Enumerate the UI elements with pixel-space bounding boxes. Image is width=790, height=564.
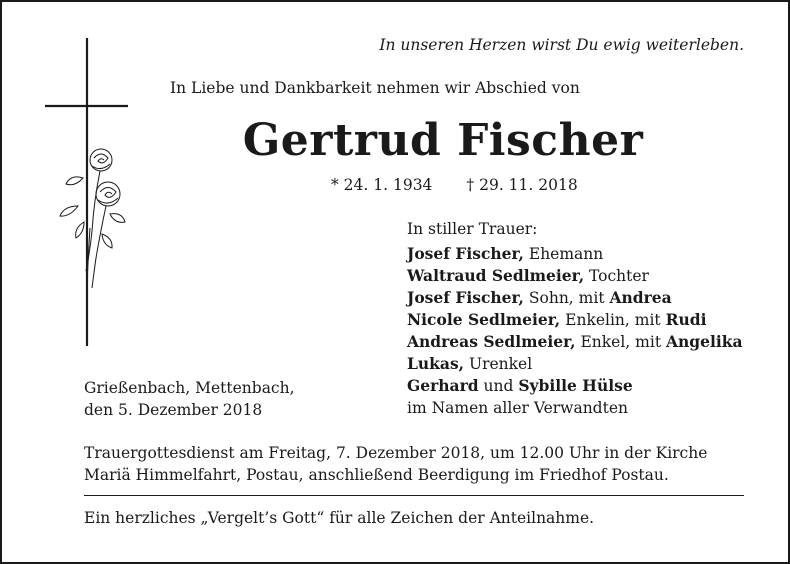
mourner-partner: Sybille Hülse: [518, 376, 633, 395]
mourner-connector: mit: [629, 311, 666, 329]
thanks-line: Ein herzliches „Vergelt’s Gott“ für alle Zeichen der Anteilnahme.: [84, 509, 595, 527]
service-line-1: Trauergottesdienst am Freitag, 7. Dezember 2018, um 12.00 Uhr in der Kirche: [84, 444, 708, 462]
place-line: Grießenbach, Mettenbach,: [84, 379, 295, 397]
mourner-relation: Sohn,: [523, 289, 574, 307]
place-and-date: [84, 377, 295, 421]
divider: [84, 495, 744, 496]
mourner-line: [407, 265, 743, 287]
cross-with-roses-art: [40, 38, 140, 348]
birth-date: * 24. 1. 1934: [331, 176, 433, 194]
mourner-relation: Urenkel: [464, 355, 533, 373]
mourner-relation: Enkelin,: [560, 311, 630, 329]
funeral-service-info: [84, 442, 707, 486]
mourner-partner: Rudi: [665, 310, 707, 329]
mourner-line: [407, 287, 743, 309]
mourner-line: [407, 375, 743, 397]
mourner-line: [407, 397, 743, 419]
mourner-connector: und: [478, 377, 519, 395]
mourner-name: Waltraud Sedlmeier,: [407, 266, 585, 285]
mourner-line: [407, 243, 743, 265]
mourner-connector: mit: [630, 333, 666, 351]
mourner-name: Josef Fischer,: [407, 244, 524, 263]
death-date: † 29. 11. 2018: [466, 176, 578, 194]
mourner-name: Gerhard: [407, 376, 479, 395]
mourner-connector: mit: [573, 289, 610, 307]
mourner-line: [407, 309, 743, 331]
mourner-partner: Andrea: [609, 288, 672, 307]
mourners-heading: In stiller Trauer:: [407, 220, 538, 238]
service-line-2: Mariä Himmelfahrt, Postau, anschließend Beerdigung im Friedhof Postau.: [84, 466, 669, 484]
mourner-relation: im Namen aller Verwandten: [407, 399, 628, 417]
deceased-name: Gertrud Fischer: [242, 115, 644, 166]
mourner-line: [407, 353, 743, 375]
motto: In unseren Herzen wirst Du ewig weiterleben.: [379, 36, 744, 54]
life-dates: [331, 176, 578, 194]
mourner-relation: Enkel,: [575, 333, 631, 351]
mourner-line: [407, 331, 743, 353]
mourner-partner: Angelika: [666, 332, 743, 351]
mourner-list: [407, 243, 743, 419]
mourner-name: Josef Fischer,: [407, 288, 524, 307]
mourner-name: Andreas Sedlmeier,: [407, 332, 576, 351]
mourners-block: [407, 218, 743, 419]
date-line: den 5. Dezember 2018: [84, 401, 263, 419]
mourner-relation: Ehemann: [523, 245, 604, 263]
intro-line: In Liebe und Dankbarkeit nehmen wir Abschied von: [170, 79, 580, 97]
mourner-relation: Tochter: [584, 267, 649, 285]
mourner-name: Lukas,: [407, 354, 465, 373]
roses-icon: [60, 149, 125, 288]
mourner-name: Nicole Sedlmeier,: [407, 310, 561, 329]
